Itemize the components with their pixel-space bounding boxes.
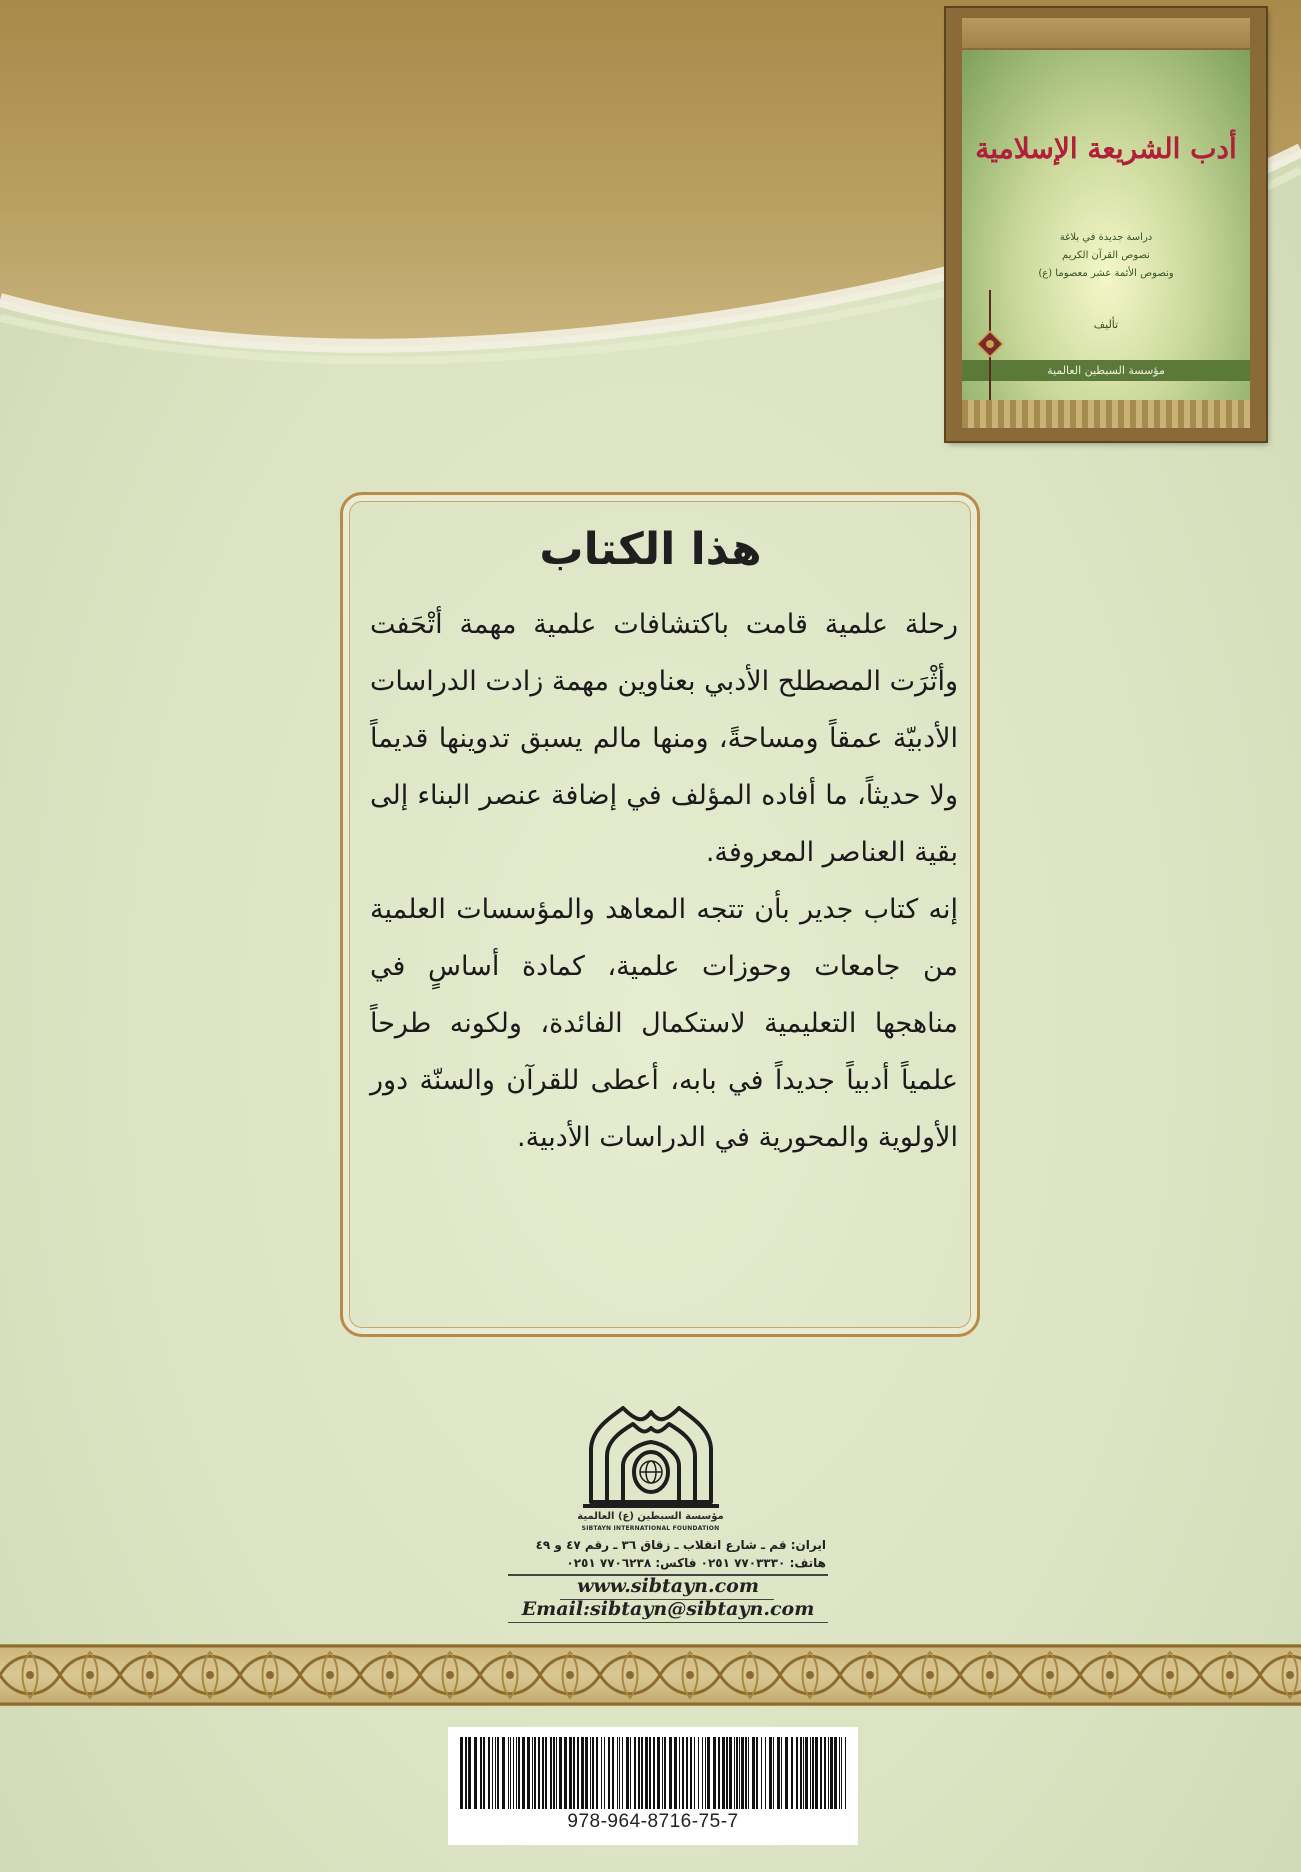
barcode-bar	[698, 1737, 699, 1809]
barcode-bar	[803, 1737, 804, 1809]
barcode-bar	[538, 1737, 540, 1809]
barcode-bar	[722, 1737, 725, 1809]
thumbnail-subtitle-line: ونصوص الأئمة عشر معصوما (ع)	[1038, 268, 1174, 279]
barcode-bar	[834, 1737, 837, 1809]
front-cover-thumbnail	[946, 8, 1266, 441]
barcode-bar	[830, 1737, 833, 1809]
barcode-bar	[553, 1737, 555, 1809]
barcode-bar	[839, 1737, 840, 1809]
barcode-bar	[480, 1737, 482, 1809]
barcode-bar	[726, 1737, 728, 1809]
barcode-bar	[545, 1737, 547, 1809]
barcode-bar	[713, 1737, 716, 1809]
barcode-bar	[662, 1737, 663, 1809]
description-paragraph: رحلة علمية قامت باكتشافات علمية مهمة أتْحَفت وأثْرَت المصطلح الأدبي بعناوين مهمة زادت الدراسات الأدبيّة عمقاً ومساحةً، ومنها مالم يسبق تدوينها قديماً ولا حديثاً، ما أفاده المؤلف في إضافة عنصر البناء إلى بقية العناصر المعروفة.	[370, 609, 958, 868]
publisher-website-link[interactable]: www.sibtayn.com	[577, 1575, 759, 1597]
ornamental-band	[0, 1644, 1301, 1706]
barcode-bar	[781, 1737, 782, 1809]
barcode-bar	[542, 1737, 544, 1809]
barcode-bar	[622, 1737, 623, 1809]
publisher-address: ايران: قم ـ شارع انقلاب ـ زقاق ٣٦ ـ رقم ٤٧ و ٤٩	[535, 1538, 826, 1552]
isbn-number: 978-964-8716-75-7	[567, 1811, 739, 1832]
barcode-bar	[492, 1737, 493, 1809]
barcode-bar	[522, 1737, 525, 1809]
barcode-bar	[556, 1737, 557, 1809]
barcode-bar	[718, 1737, 720, 1809]
barcode-bar	[634, 1737, 636, 1809]
barcode-bar	[679, 1737, 680, 1809]
barcode-bar	[756, 1737, 758, 1809]
barcode-bar	[805, 1737, 808, 1809]
barcode-bar	[820, 1737, 822, 1809]
barcode-bar	[810, 1737, 811, 1809]
barcode-bar	[564, 1737, 567, 1809]
barcode-bar	[748, 1737, 749, 1809]
isbn-barcode	[448, 1727, 858, 1845]
barcode-bar	[705, 1737, 706, 1809]
barcode-bar	[769, 1737, 772, 1809]
barcode-bar	[532, 1737, 533, 1809]
thumbnail-ornament-icon	[976, 290, 1004, 410]
barcode-bar	[845, 1737, 846, 1809]
barcode-bar	[800, 1737, 802, 1809]
barcode-bar	[674, 1737, 677, 1809]
thumbnail-title: أدب الشريعة الإسلامية	[975, 132, 1237, 165]
barcode-bar	[682, 1737, 684, 1809]
barcode-bar	[641, 1737, 643, 1809]
barcode-bar	[736, 1737, 738, 1809]
barcode-bar	[460, 1737, 463, 1809]
barcode-bar	[657, 1737, 660, 1809]
barcode-bar	[513, 1737, 514, 1809]
publisher-phone-fax: هاتف: ٧٧٠٣٣٣٠ ٠٢٥١ فاكس: ٧٧٠٦٢٣٨ ٠٢٥١	[566, 1556, 826, 1570]
barcode-bar	[669, 1737, 672, 1809]
barcode-bar	[791, 1737, 793, 1809]
barcode-bar	[534, 1737, 536, 1809]
barcode-bar	[729, 1737, 732, 1809]
thumbnail-publisher: مؤسسة السبطين العالمية	[962, 360, 1250, 381]
barcode-bar	[502, 1737, 505, 1809]
barcode-bar	[707, 1737, 710, 1809]
thumbnail-artwork	[962, 50, 1250, 428]
barcode-bar	[841, 1737, 842, 1809]
barcode-bar	[518, 1737, 520, 1809]
barcode-bar	[592, 1737, 594, 1809]
barcode-bar	[612, 1737, 614, 1809]
barcode-bar	[550, 1737, 552, 1809]
barcode-bar	[497, 1737, 499, 1809]
thumbnail-author: تأليف	[1093, 318, 1119, 331]
publisher-logo-icon	[583, 1398, 719, 1512]
barcode-bar	[828, 1737, 829, 1809]
barcode-bar	[690, 1737, 692, 1809]
barcode-bar	[686, 1737, 688, 1809]
barcode-bar	[495, 1737, 496, 1809]
publisher-name-ar: مؤسسة السبطين (ع) العالمية	[577, 1511, 724, 1522]
barcode-bar	[488, 1737, 490, 1809]
box-title: هذا الكتاب	[539, 524, 762, 575]
barcode-bar	[590, 1737, 591, 1809]
barcode-bar	[465, 1737, 467, 1809]
thumbnail-subtitle-line: دراسة جديدة في بلاغة	[1059, 232, 1153, 243]
barcode-bar	[752, 1737, 755, 1809]
description-paragraph: إنه كتاب جدير بأن تتجه المعاهد والمؤسسات العلمية من جامعات وحوزات علمية، كمادة أساسٍ في مناهجها التعليمية لاستكمال الفائدة، ولكونه طرحاً علمياً أدبياً جديداً في بابه، أعطى للقرآن والسنّة دور الأولوية والمحورية في الدراسات الأدبية.	[370, 894, 958, 1153]
barcode-bar	[617, 1737, 618, 1809]
thumbnail-bottom-strip	[962, 400, 1250, 428]
barcode-bar	[645, 1737, 648, 1809]
barcode-bar	[796, 1737, 798, 1809]
barcode-bar	[630, 1737, 631, 1809]
barcode-bar	[745, 1737, 747, 1809]
barcode-bar	[604, 1737, 605, 1809]
barcode-bar	[694, 1737, 695, 1809]
barcode-bar	[510, 1737, 511, 1809]
divider-line	[508, 1622, 828, 1623]
thumbnail-subtitle-line: نصوص القرآن الكريم	[1062, 250, 1150, 261]
barcode-bar	[773, 1737, 774, 1809]
barcode-bar	[483, 1737, 485, 1809]
barcode-bar	[815, 1737, 818, 1809]
barcode-bar	[581, 1737, 584, 1809]
barcode-bar	[785, 1737, 788, 1809]
barcode-bar	[577, 1737, 579, 1809]
barcode-bar	[653, 1737, 655, 1809]
thumbnail-header-strip	[962, 18, 1250, 48]
barcode-bar	[741, 1737, 744, 1809]
barcode-bar	[824, 1737, 826, 1809]
barcode-bar	[516, 1737, 517, 1809]
barcode-bar	[739, 1737, 740, 1809]
barcode-bar	[777, 1737, 780, 1809]
barcode-bar	[649, 1737, 651, 1809]
barcode-bars	[460, 1737, 846, 1809]
barcode-bar	[585, 1737, 588, 1809]
box-body	[370, 596, 958, 1166]
barcode-bar	[664, 1737, 666, 1809]
barcode-bar	[608, 1737, 610, 1809]
barcode-bar	[527, 1737, 530, 1809]
barcode-bar	[765, 1737, 766, 1809]
barcode-bar	[596, 1737, 598, 1809]
barcode-bar	[573, 1737, 575, 1809]
barcode-bar	[812, 1737, 814, 1809]
barcode-bar	[734, 1737, 735, 1809]
barcode-bar	[626, 1737, 629, 1809]
barcode-bar	[761, 1737, 762, 1809]
barcode-bar	[508, 1737, 509, 1809]
barcode-bar	[638, 1737, 640, 1809]
barcode-bar	[468, 1737, 471, 1809]
barcode-bar	[569, 1737, 572, 1809]
barcode-bar	[619, 1737, 620, 1809]
barcode-bar	[702, 1737, 703, 1809]
barcode-bar	[601, 1737, 602, 1809]
barcode-bar	[559, 1737, 562, 1809]
publisher-name-en: SIBTAYN INTERNATIONAL FOUNDATION	[581, 1525, 720, 1532]
barcode-bar	[474, 1737, 477, 1809]
publisher-email-link[interactable]: Email:sibtayn@sibtayn.com	[521, 1598, 815, 1620]
